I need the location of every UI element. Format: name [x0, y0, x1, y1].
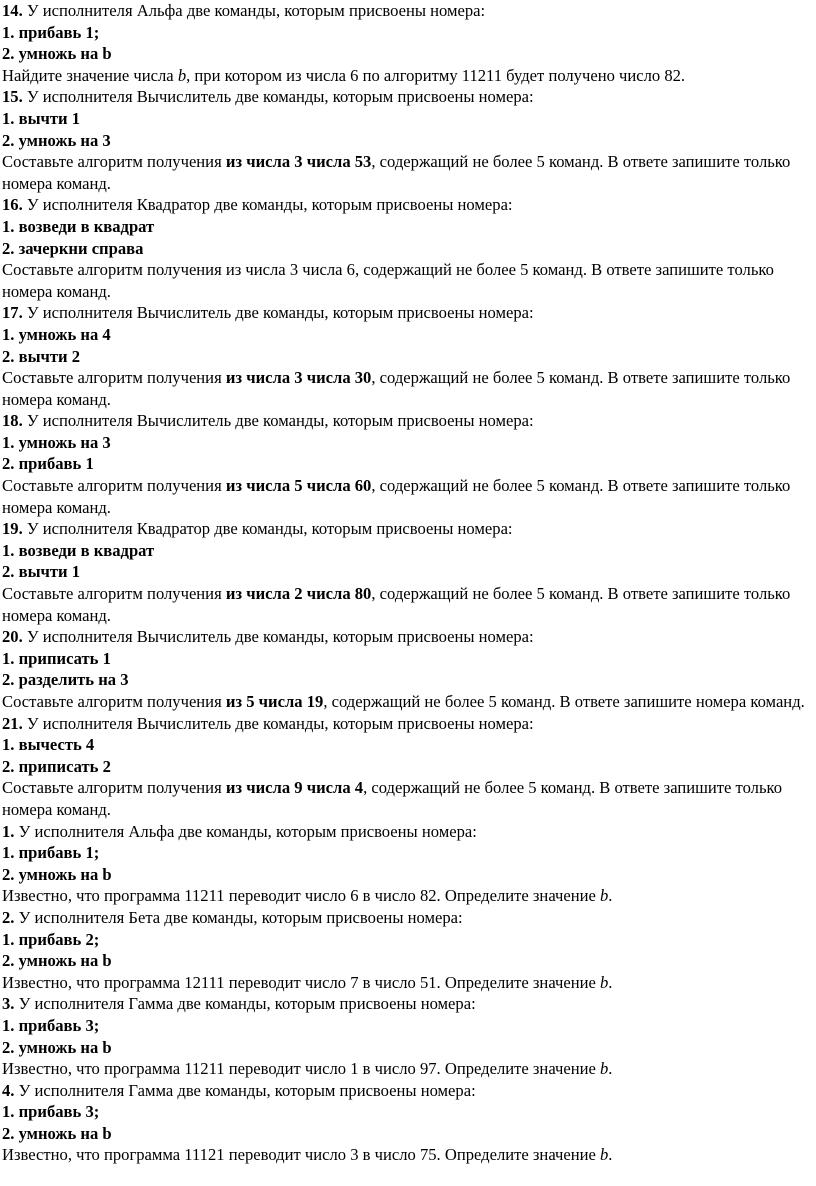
command-number: 2. [2, 562, 15, 582]
task-number: 4. [2, 1080, 15, 1100]
variable-b: b [600, 1145, 609, 1165]
command-number: 1. [2, 108, 15, 128]
question-text: Составьте алгоритм получения [2, 152, 226, 172]
command-line [2, 648, 810, 670]
task-number: 20. [2, 627, 23, 647]
question-text: Известно, что программа 12111 переводит число 7 в число 51. Определите значение [2, 972, 600, 992]
command-text: прибавь 2; [18, 929, 100, 949]
task-question [2, 885, 810, 907]
task-question [2, 583, 810, 626]
command-number: 1. [2, 843, 15, 863]
command-number: 2. [2, 238, 15, 258]
task-number: 18. [2, 411, 23, 431]
command-number: 2. [2, 1123, 15, 1143]
task-block [2, 713, 810, 821]
question-text: Известно, что программа 11211 переводит число 1 в число 97. Определите значение [2, 1059, 600, 1079]
question-text: Составьте алгоритм получения [2, 692, 226, 711]
task-intro [2, 194, 810, 216]
command-text: зачеркни справа [18, 238, 144, 258]
command-text: возведи в квадрат [18, 540, 155, 560]
question-text: , содержащий не более 5 команд. В ответе запишите только номера команд. [2, 152, 791, 193]
command-number: 2. [2, 670, 15, 690]
question-text: Составьте алгоритм получения [2, 368, 226, 388]
command-line [2, 864, 810, 886]
command-number: 2. [2, 44, 15, 64]
command-number: 1. [2, 929, 15, 949]
question-text: , содержащий не более 5 команд. В ответе запишите только номера команд. [2, 778, 783, 819]
command-text: прибавь 1; [18, 843, 100, 863]
command-number: 2. [2, 454, 15, 474]
question-emphasis: из числа 3 числа 53 [225, 152, 372, 172]
question-text: , содержащий не более 5 команд. В ответе запишите только номера команд. [2, 584, 791, 625]
command-text: умножь на 3 [18, 432, 111, 452]
task-intro [2, 626, 810, 648]
command-number: 1. [2, 324, 15, 344]
variable-b: b [600, 886, 609, 906]
question-text: Составьте алгоритм получения [2, 778, 226, 798]
command-number: 2. [2, 1037, 15, 1057]
command-text: умножь на b [18, 951, 112, 971]
task-intro [2, 0, 810, 22]
command-line [2, 432, 810, 454]
question-text: . [608, 886, 613, 906]
command-text: возведи в квадрат [18, 216, 155, 236]
command-number: 2. [2, 346, 15, 366]
command-text: прибавь 1; [18, 22, 100, 42]
question-emphasis: из числа 3 числа 30 [225, 368, 372, 388]
task-number: 3. [2, 994, 15, 1014]
task-intro [2, 1080, 810, 1102]
task-number: 15. [2, 87, 23, 107]
command-line [2, 929, 810, 951]
command-number: 1. [2, 1015, 15, 1035]
question-emphasis: из числа 9 числа 4 [225, 778, 364, 798]
task-intro-text: У исполнителя Квадратор две команды, которым присвоены номера: [26, 519, 513, 539]
question-text: Составьте алгоритм получения [2, 476, 226, 496]
variable-b: b [600, 1059, 609, 1079]
task-block [2, 993, 810, 1079]
task-question [2, 475, 810, 518]
task-question [2, 65, 810, 87]
task-question [2, 151, 810, 194]
task-question [2, 259, 810, 302]
command-line [2, 669, 810, 691]
command-number: 2. [2, 756, 15, 776]
command-line [2, 108, 810, 130]
command-number: 1. [2, 735, 15, 755]
command-line [2, 43, 810, 65]
task-block [2, 907, 810, 993]
task-question [2, 777, 810, 820]
task-intro [2, 907, 810, 929]
variable-b: b [600, 972, 609, 992]
task-intro-text: У исполнителя Бета две команды, которым присвоены номера: [18, 907, 463, 927]
question-text: Составьте алгоритм получения из числа 3 числа 6, содержащий не более 5 команд. В ответе запишите только номера команд. [2, 260, 774, 301]
command-line [2, 540, 810, 562]
command-text: умножь на b [18, 1123, 112, 1143]
question-emphasis: из числа 2 числа 80 [225, 584, 372, 604]
task-number: 16. [2, 195, 23, 215]
command-text: прибавь 3; [18, 1102, 100, 1122]
command-text: приписать 2 [18, 756, 111, 776]
task-block [2, 302, 810, 410]
task-intro-text: У исполнителя Альфа две команды, которым присвоены номера: [18, 821, 477, 841]
task-question [2, 691, 810, 713]
task-intro [2, 713, 810, 735]
question-text: . [608, 1059, 613, 1079]
task-intro-text: У исполнителя Вычислитель две команды, которым присвоены номера: [26, 303, 534, 323]
question-text: , содержащий не более 5 команд. В ответе запишите номера команд. [323, 692, 805, 711]
command-line [2, 561, 810, 583]
task-intro [2, 993, 810, 1015]
task-number: 2. [2, 907, 15, 927]
command-text: вычти 2 [18, 346, 81, 366]
command-number: 1. [2, 648, 15, 668]
command-text: вычесть 4 [18, 735, 95, 755]
question-text: Найдите значение числа [2, 65, 178, 85]
task-block [2, 0, 810, 86]
task-number: 17. [2, 303, 23, 323]
command-number: 2. [2, 864, 15, 884]
task-number: 19. [2, 519, 23, 539]
question-text: Составьте алгоритм получения [2, 584, 226, 604]
command-line [2, 1015, 810, 1037]
command-number: 1. [2, 22, 15, 42]
task-intro [2, 86, 810, 108]
question-text: , содержащий не более 5 команд. В ответе запишите только номера команд. [2, 476, 791, 517]
command-line [2, 1123, 810, 1145]
command-line [2, 324, 810, 346]
command-line [2, 950, 810, 972]
task-intro [2, 821, 810, 843]
command-text: приписать 1 [18, 648, 111, 668]
question-text: Известно, что программа 11121 переводит число 3 в число 75. Определите значение [2, 1145, 600, 1165]
question-text: , при котором из числа 6 по алгоритму 11211 будет получено число 82. [186, 65, 686, 85]
command-line [2, 842, 810, 864]
task-intro-text: У исполнителя Вычислитель две команды, которым присвоены номера: [26, 713, 534, 733]
task-block [2, 194, 810, 302]
command-number: 1. [2, 540, 15, 560]
task-intro-text: У исполнителя Вычислитель две команды, которым присвоены номера: [26, 87, 534, 107]
question-text: , содержащий не более 5 команд. В ответе запишите только номера команд. [2, 368, 791, 409]
task-intro-text: У исполнителя Квадратор две команды, которым присвоены номера: [26, 195, 513, 215]
command-line [2, 22, 810, 44]
task-number: 1. [2, 821, 15, 841]
command-text: вычти 1 [18, 108, 81, 128]
command-text: вычти 1 [18, 562, 81, 582]
command-text: умножь на b [18, 864, 112, 884]
command-line [2, 216, 810, 238]
task-intro [2, 410, 810, 432]
command-number: 1. [2, 432, 15, 452]
command-text: умножь на 3 [18, 130, 111, 150]
task-intro-text: У исполнителя Вычислитель две команды, которым присвоены номера: [26, 627, 534, 647]
question-text: Известно, что программа 11211 переводит число 6 в число 82. Определите значение [2, 886, 600, 906]
task-intro [2, 518, 810, 540]
command-line [2, 756, 810, 778]
variable-b: b [177, 65, 187, 85]
task-block [2, 821, 810, 907]
task-number: 21. [2, 713, 23, 733]
task-intro-text: У исполнителя Гамма две команды, которым присвоены номера: [18, 994, 476, 1014]
task-question [2, 1144, 810, 1166]
task-block [2, 410, 810, 518]
task-number: 14. [2, 1, 23, 20]
task-question [2, 972, 810, 994]
command-number: 1. [2, 1102, 15, 1122]
command-line [2, 130, 810, 152]
command-number: 2. [2, 951, 15, 971]
task-block [2, 626, 810, 712]
question-text: . [608, 972, 613, 992]
command-number: 2. [2, 130, 15, 150]
command-text: умножь на 4 [18, 324, 111, 344]
task-intro-text: У исполнителя Альфа две команды, которым присвоены номера: [26, 1, 486, 20]
command-line [2, 1037, 810, 1059]
task-block [2, 1080, 810, 1166]
question-emphasis: из числа 5 числа 60 [225, 476, 372, 496]
task-intro [2, 302, 810, 324]
command-line [2, 238, 810, 260]
command-text: разделить на 3 [18, 670, 129, 690]
task-intro-text: У исполнителя Гамма две команды, которым присвоены номера: [18, 1080, 476, 1100]
command-line [2, 1101, 810, 1123]
command-text: прибавь 3; [18, 1015, 100, 1035]
command-text: умножь на b [18, 1037, 112, 1057]
task-question [2, 1058, 810, 1080]
command-line [2, 734, 810, 756]
command-line [2, 453, 810, 475]
task-question [2, 367, 810, 410]
command-text: умножь на b [18, 44, 112, 64]
task-intro-text: У исполнителя Вычислитель две команды, которым присвоены номера: [26, 411, 534, 431]
command-text: прибавь 1 [18, 454, 94, 474]
question-emphasis: из 5 числа 19 [225, 692, 324, 711]
task-block [2, 86, 810, 194]
command-number: 1. [2, 216, 15, 236]
command-line [2, 346, 810, 368]
question-text: . [608, 1145, 613, 1165]
task-block [2, 518, 810, 626]
